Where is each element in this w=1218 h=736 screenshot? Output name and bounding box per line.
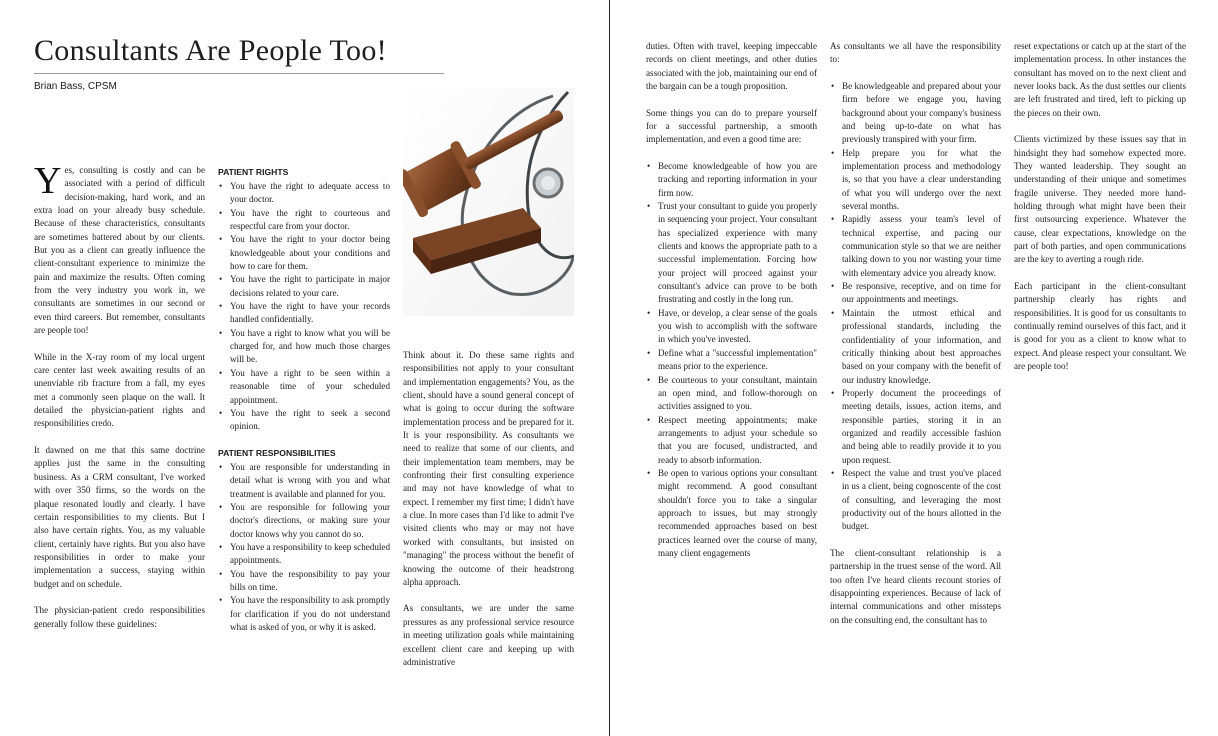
intro-paragraph: Yes, consulting is costly and can be associated with a period of difficult decision-making, hard work, and an extra load on your already busy schedule. Because of these characteristics, consultants are sometimes battered about by our clients. But you as a client can greatly influence the client-consultant experience to minimize the pain and maximize the results. Often coming from the very industry you work in, we consultants are sometimes in our second or even third careers. But remember, consultants are people too! bbox=[34, 164, 205, 336]
list-item: • Define what a "successful implementation" means prior to the experience. bbox=[646, 347, 817, 374]
list-item: • You have a right to know what you will be charged for, and how much those charges will be. bbox=[218, 327, 390, 367]
column-4 bbox=[646, 40, 817, 670]
patient-rights-heading: PATIENT RIGHTS bbox=[218, 167, 289, 177]
column-2 bbox=[218, 166, 390, 706]
list-item: • Be knowledgeable and prepared about your firm before we engage you, having background about your company's business and being up-to-date on what has previously transpired with your firm. bbox=[830, 80, 1001, 147]
column-6 bbox=[1014, 40, 1186, 440]
list-item: • You have the right to adequate access to your doctor. bbox=[218, 180, 390, 207]
list-item: • Be open to various options your consultant might recommend. A good consultant shouldn't force you to take a singular approach to issues, but may strongly recommended approaches based on best practices learned over the course of many, many client engagements bbox=[646, 467, 817, 560]
list-item: • Maintain the utmost ethical and professional standards, including the confidentiality of your information, and critically thinking about best approaches based on your company with the benefit of our industry knowledge. bbox=[830, 307, 1001, 387]
paragraph: reset expectations or catch up at the start of the implementation process. In other instances the consultant has moved on to the next client and never looks back. As the dust settles our clients are left frustrated and tired, left to picking up the pieces on their own. bbox=[1014, 41, 1186, 118]
list-item: • You are responsible for following your doctor's directions, or making sure your doctor knows why you cannot do so. bbox=[218, 501, 390, 541]
list-item: • You have the right to participate in major decisions related to your care. bbox=[218, 273, 390, 300]
paragraph: It dawned on me that this same doctrine applies just the same in the consulting business. As a CRM consultant, I've worked with over 350 firms, so the words on the plaque resonated loudly and clearly. I have certain responsibilities to my clients. But I also have certain rights. You, as my valuable client, certainly have rights. But you also have responsibilities in order to make your implementation a success, staying within budget and on schedule. bbox=[34, 445, 205, 589]
list-item: • Have, or develop, a clear sense of the goals you wish to accomplish with the software in which you've invested. bbox=[646, 307, 817, 347]
page-divider bbox=[609, 0, 610, 736]
list-item: • Rapidly assess your team's level of technical expertise, and pacing our communication style so that we are neither talking down to you nor wasting your time with elementary advice you already know. bbox=[830, 213, 1001, 280]
paragraph: Some things you can do to prepare yourself for a successful partnership, a smooth implementation, and even a good time are: bbox=[646, 107, 817, 145]
title-rule bbox=[34, 73, 444, 74]
list-item: • Be responsive, receptive, and on time for our appointments and meetings. bbox=[830, 280, 1001, 307]
patient-responsibilities-heading: PATIENT RESPONSIBILITIES bbox=[218, 447, 336, 458]
list-item: • Respect the value and trust you've placed in us a client, being cognoscente of the cost of consulting, and leveraging the most productivity out of the hours allotted in the budget. bbox=[830, 467, 1001, 534]
column-5 bbox=[830, 40, 1001, 702]
column-1 bbox=[34, 164, 205, 664]
list-item: • You have a responsibility to keep scheduled appointments. bbox=[218, 541, 390, 568]
list-item: • You have a right to be seen within a reasonable time of your scheduled appointment. bbox=[218, 367, 390, 407]
list-item: • You have the right to your doctor being knowledgeable about your conditions and how to care for them. bbox=[218, 233, 390, 273]
gavel-stethoscope-photo bbox=[403, 88, 574, 316]
paragraph: Clients victimized by these issues say that in hindsight they had somehow expected more. They wanted leadership. They sought an understanding of their unique and sometimes fragile universe. They needed more hand-holding through what might have been their first outsourcing experience. Whatever the cause, clear expectations, knowledge on the part of both parties, and open communications are the key to averting a rough ride. bbox=[1014, 134, 1186, 265]
client-preparation-list bbox=[646, 160, 817, 560]
paragraph: The client-consultant relationship is a partnership in the truest sense of the word. All too often I've heard clients recount stories of disappointing experiences. Because of lack of internal communications and other missteps on the consulting end, the consultant has to bbox=[830, 547, 1001, 625]
paragraph: While in the X-ray room of my local urgent care center last week awaiting results of an unenviable rib fracture from a fall, my eyes met a commonly seen plaque on the wall. It detailed the physician-patient rights and responsibilities credo. bbox=[34, 351, 205, 429]
patient-rights-list bbox=[218, 180, 390, 434]
list-item: • You are responsible for understanding in detail what is wrong with you and what treatment is available and planned for you. bbox=[218, 461, 390, 501]
paragraph: As consultants, we are under the same pressures as any professional service resource in meeting utilization goals while maintaining excellent client care and keeping up with administrative bbox=[403, 603, 574, 667]
list-item: • You have the right to courteous and respectful care from your doctor. bbox=[218, 207, 390, 234]
author-byline: Brian Bass, CPSM bbox=[34, 81, 117, 92]
list-item: • Become knowledgeable of how you are tracking and reporting information in your firm now. bbox=[646, 160, 817, 200]
list-item: • Be courteous to your consultant, maintain an open mind, and follow-thorough on activities assigned to you. bbox=[646, 374, 817, 414]
list-item: • Help prepare you for what the implementation process and methodology is, so that you have a clear understanding of what you will undergo over the next several months. bbox=[830, 147, 1001, 214]
list-item: • You have the right to have your records handled confidentially. bbox=[218, 300, 390, 327]
paragraph: As consultants we all have the responsibility to: bbox=[830, 41, 1001, 65]
list-item: • Properly document the proceedings of meeting details, issues, action items, and responsible parties, storing it in an organized and readily accessible fashion and being able to readily provide it to you upon request. bbox=[830, 387, 1001, 467]
paragraph: Think about it. Do these same rights and responsibilities not apply to your consultant and implementation engagements? You, as the client, should have a sound general concept of what is going to occur during the software implementation process and be prepared for it. It is your responsibility. As consultants we need to realize that some of our clients, and their implementation team members, may be confronting their first consulting experience and may not have knowledge of what to expect. I remember my first time; I didn't have a clue. In more cases than I'd like to admit I've visited clients who may or may not have worked with consultants, but insisted on "managing" the process without the benefit of knowing the outcome of their headstrong alpha approach. bbox=[403, 350, 574, 587]
list-item: • Trust your consultant to guide you properly in sequencing your project. Your consultant has specialized experience with many clients and knows the appropriate path to a successful implementation. Forcing how your project will proceed against your consultant's advice can prove to be both frustrating and costly in the long run. bbox=[646, 200, 817, 307]
patient-responsibilities-list bbox=[218, 461, 390, 634]
list-item: • You have the responsibility to pay your bills on time. bbox=[218, 568, 390, 595]
column-3 bbox=[403, 349, 574, 709]
article-title: Consultants Are People Too! bbox=[34, 34, 387, 67]
paragraph: The physician-patient credo responsibilities generally follow these guidelines: bbox=[34, 605, 205, 629]
list-item: • You have the right to seek a second opinion. bbox=[218, 407, 390, 434]
paragraph: Each participant in the client-consultant partnership clearly has rights and responsibilities. It is good for us consultants to continually remind ourselves of this fact, and it is good for you as a client to know what to expect. And please respect your consultant. We are people too! bbox=[1014, 281, 1186, 372]
consultant-responsibility-list bbox=[830, 80, 1001, 534]
paragraph: duties. Often with travel, keeping impeccable records on client meetings, and other duties associated with the job, maintaining our end of the bargain can be a tough proposition. bbox=[646, 41, 817, 92]
list-item: • You have the responsibility to ask promptly for clarification if you do not understand what is asked of you, or why it is asked. bbox=[218, 594, 390, 634]
list-item: • Respect meeting appointments; make arrangements to adjust your schedule so that you are focused, undistracted, and ready to absorb information. bbox=[646, 414, 817, 467]
drop-cap: Y bbox=[34, 164, 62, 202]
